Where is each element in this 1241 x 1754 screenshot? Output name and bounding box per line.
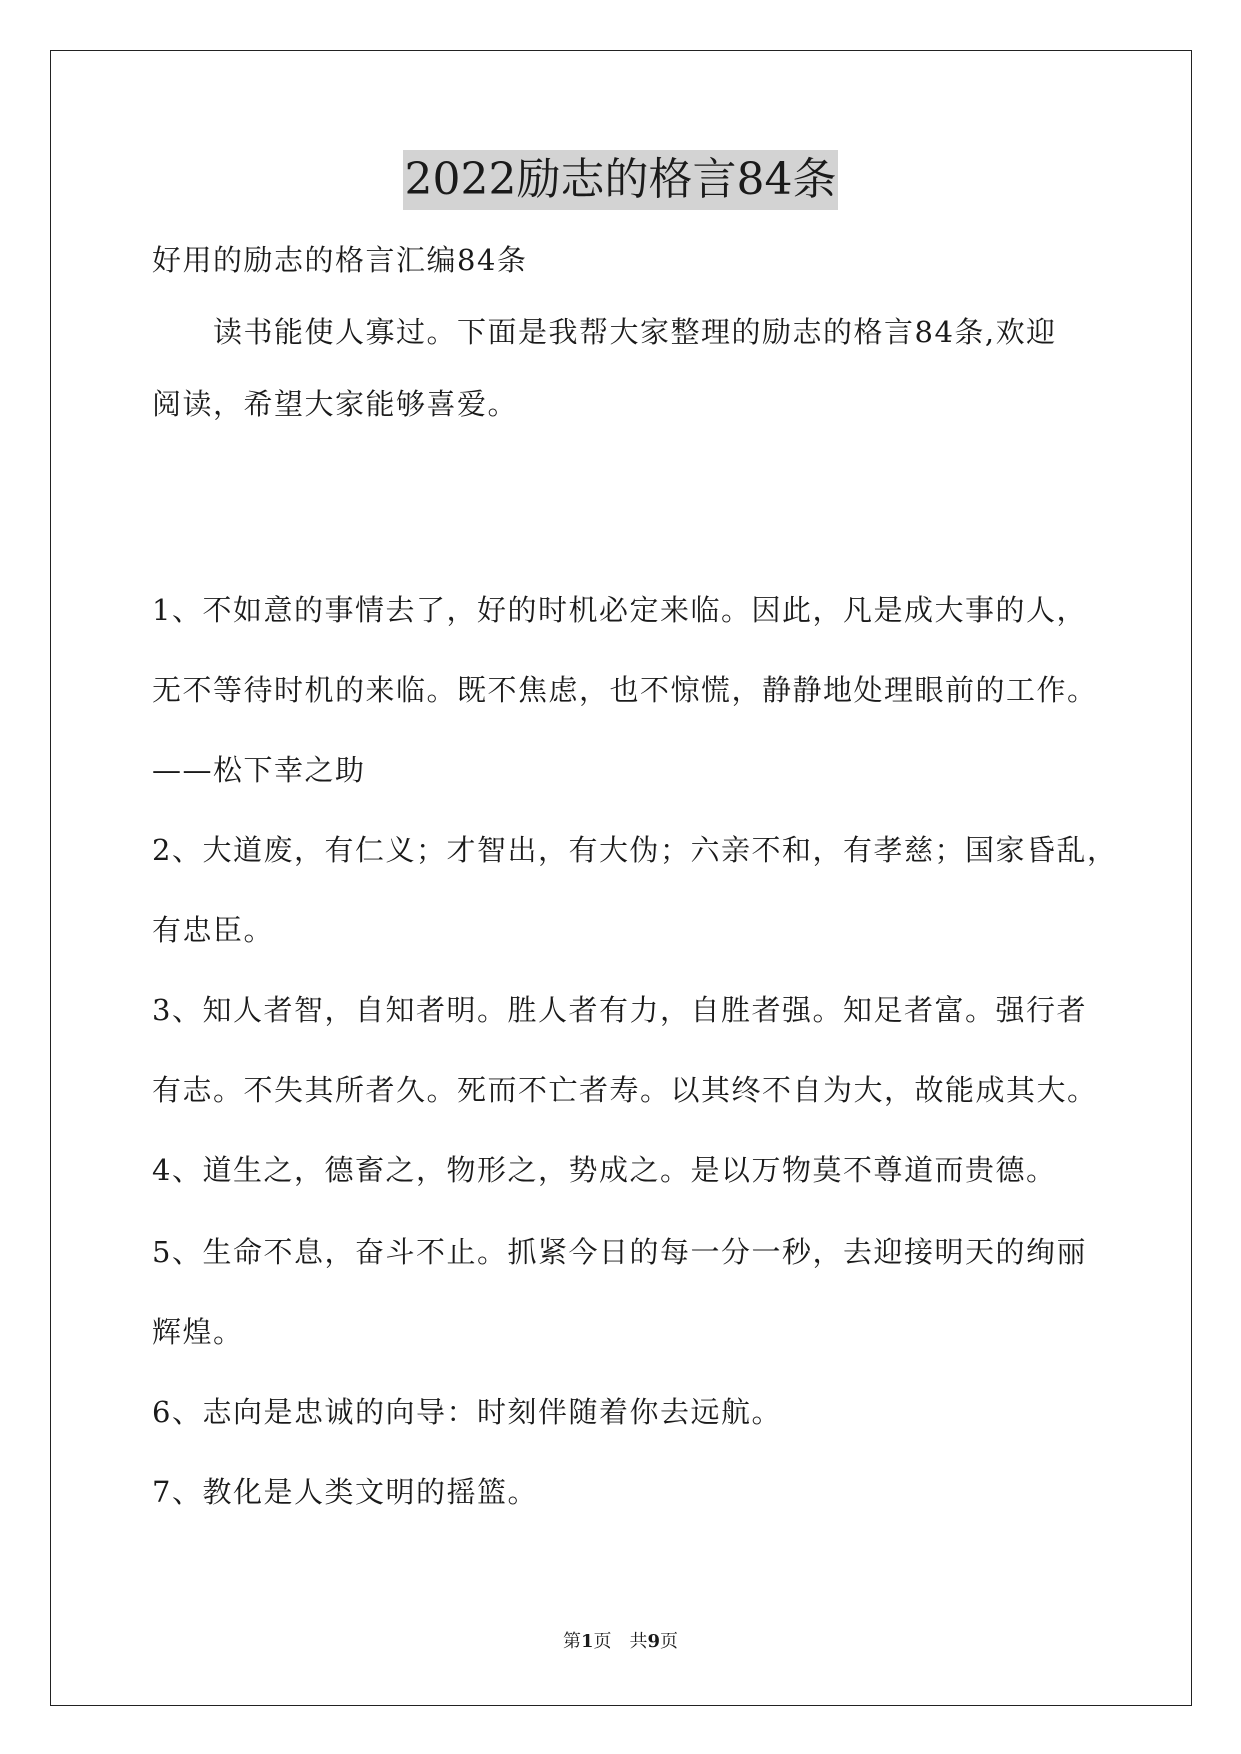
- intro-line-2: 阅读，希望大家能够喜爱。: [152, 387, 519, 421]
- body-line: 有志。不失其所者久。死而不亡者寿。以其终不自为大，故能成其大。: [152, 1073, 1098, 1107]
- body-line: 辉煌。: [152, 1315, 244, 1349]
- footer-page-number: 1: [580, 1631, 594, 1652]
- body-line: 5、生命不息，奋斗不止。抓紧今日的每一分一秒，去迎接明天的绚丽: [152, 1235, 1087, 1269]
- document-subtitle: 好用的励志的格言汇编84条: [152, 243, 528, 277]
- body-line: ——松下幸之助: [152, 753, 366, 787]
- body-line: 7、教化是人类文明的摇篮。: [152, 1475, 538, 1509]
- document-title: 2022励志的格言84条: [403, 150, 839, 210]
- body-line: 4、道生之，德畜之，物形之，势成之。是以万物莫不尊道而贵德。: [152, 1153, 1057, 1187]
- page-footer: [0, 1630, 1241, 1654]
- body-line: 1、不如意的事情去了，好的时机必定来临。因此，凡是成大事的人，: [152, 593, 1087, 627]
- page-border: [50, 50, 1192, 1706]
- footer-mid: 页 共: [593, 1631, 648, 1652]
- body-line: 6、志向是忠诚的向导：时刻伴随着你去远航。: [152, 1395, 782, 1429]
- footer-total-pages: 9: [647, 1631, 661, 1652]
- body-line: 2、大道废，有仁义；才智出，有大伪；六亲不和，有孝慈；国家昏乱，: [152, 833, 1118, 867]
- title-container: [0, 150, 1241, 210]
- footer-prefix: 第: [562, 1631, 581, 1652]
- body-line: 3、知人者智，自知者明。胜人者有力，自胜者强。知足者富。强行者: [152, 993, 1087, 1027]
- body-line: 无不等待时机的来临。既不焦虑，也不惊慌，静静地处理眼前的工作。: [152, 673, 1098, 707]
- body-line: 有忠臣。: [152, 913, 275, 947]
- intro-line-1: 读书能使人寡过。下面是我帮大家整理的励志的格言84条,欢迎: [152, 315, 1057, 349]
- footer-suffix: 页: [660, 1631, 679, 1652]
